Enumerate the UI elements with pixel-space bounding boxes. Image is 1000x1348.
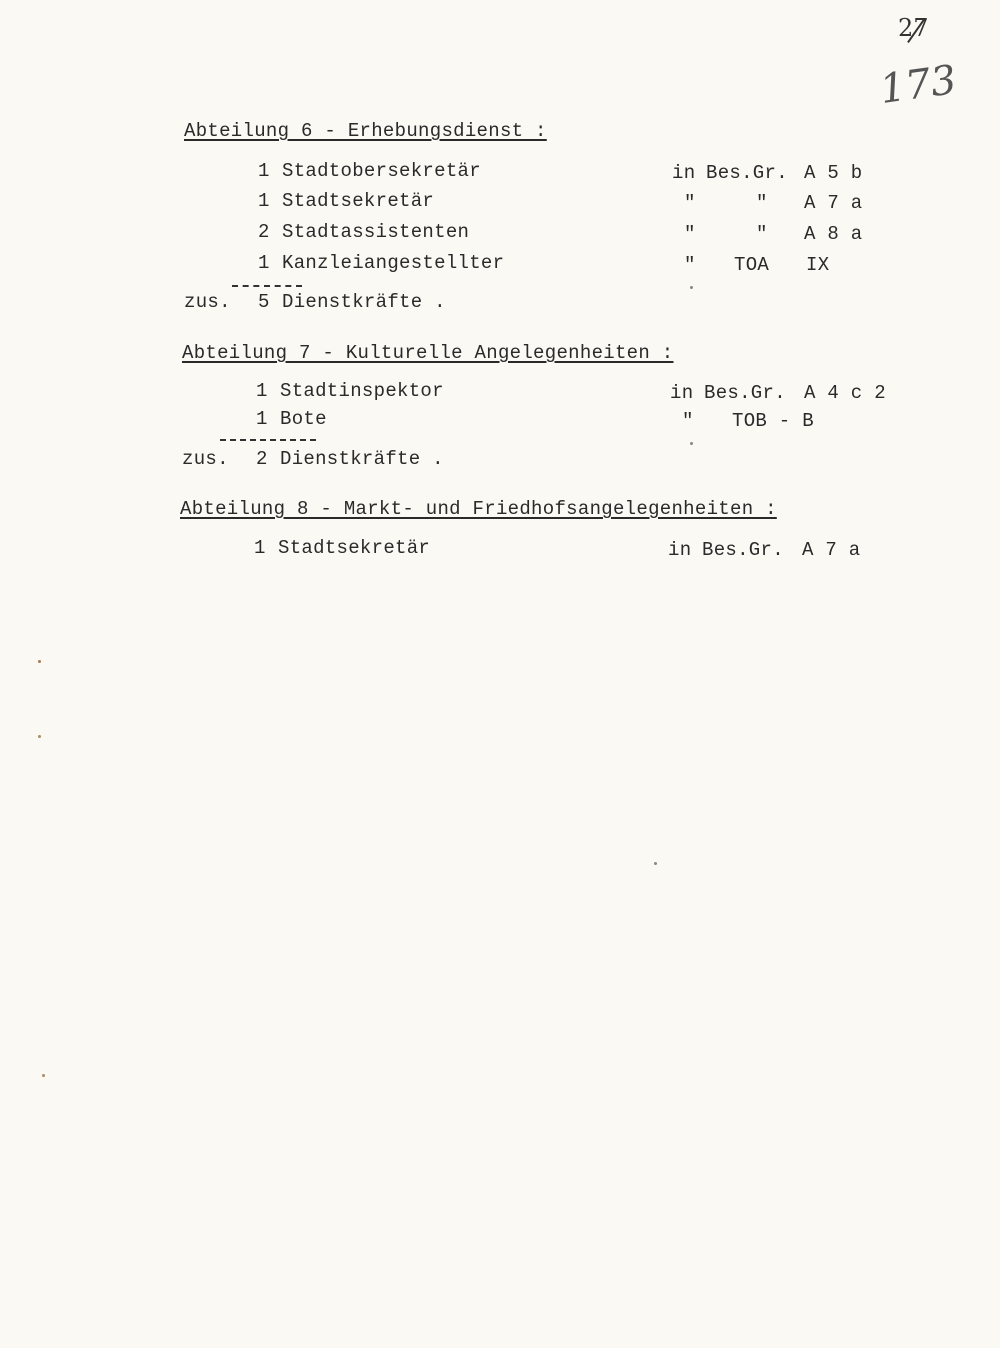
total-count: 2 [256, 448, 268, 470]
row-col-b: " [756, 223, 768, 245]
row-count: 1 [256, 380, 268, 402]
row-col-a: " [684, 254, 696, 276]
row-col-b: Bes.Gr. [704, 382, 786, 404]
row-col-b: Bes.Gr. [702, 539, 784, 561]
row-col-b: TOB - B [732, 410, 814, 432]
total-prefix: zus. [184, 291, 231, 313]
paper-speck [42, 1074, 45, 1077]
total-label: Dienstkräfte . [280, 448, 444, 470]
row-col-a: in [672, 162, 696, 184]
handwritten-folio-number: 173 [877, 56, 960, 114]
row-title: Stadtsekretär [278, 537, 431, 559]
sum-rule [232, 285, 302, 287]
total-label: Dienstkräfte . [282, 291, 446, 313]
row-col-b: TOA [734, 254, 770, 276]
typed-page-number: 27 [898, 14, 929, 42]
row-title: Bote [280, 408, 327, 430]
row-title: Stadtinspektor [280, 380, 444, 402]
row-col-c: A 7 a [802, 539, 861, 561]
row-title: Stadtsekretär [282, 190, 435, 212]
section-heading-abteilung-7: Abteilung 7 - Kulturelle Angelegenheiten : [182, 342, 674, 364]
section-heading-abteilung-8: Abteilung 8 - Markt- und Friedhofsangelegenheiten : [180, 498, 777, 520]
row-title: Kanzleiangestellter [282, 252, 505, 274]
row-count: 2 [258, 221, 270, 243]
total-prefix: zus. [182, 448, 229, 470]
row-col-c: A 4 c 2 [804, 382, 886, 404]
row-count: 1 [256, 408, 268, 430]
row-col-c: A 7 a [804, 192, 863, 214]
row-count: 1 [254, 537, 266, 559]
paper-speck [38, 735, 41, 738]
total-count: 5 [258, 291, 270, 313]
paper-speck [38, 660, 41, 663]
row-col-a: in [670, 382, 694, 404]
row-count: 1 [258, 252, 270, 274]
paper-speck [654, 862, 657, 865]
paper-speck [690, 442, 693, 445]
row-count: 1 [258, 190, 270, 212]
row-count: 1 [258, 160, 270, 182]
section-heading-abteilung-6: Abteilung 6 - Erhebungsdienst : [184, 120, 547, 142]
sum-rule [220, 439, 316, 441]
row-col-c: IX [806, 254, 830, 276]
row-col-b: " [756, 192, 768, 214]
row-col-a: " [682, 410, 694, 432]
row-col-c: A 5 b [804, 162, 863, 184]
row-col-c: A 8 a [804, 223, 863, 245]
row-col-a: " [684, 223, 696, 245]
row-title: Stadtobersekretär [282, 160, 481, 182]
row-col-a: in [668, 539, 692, 561]
paper-speck [690, 286, 693, 289]
row-col-b: Bes.Gr. [706, 162, 788, 184]
row-col-a: " [684, 192, 696, 214]
row-title: Stadtassistenten [282, 221, 470, 243]
